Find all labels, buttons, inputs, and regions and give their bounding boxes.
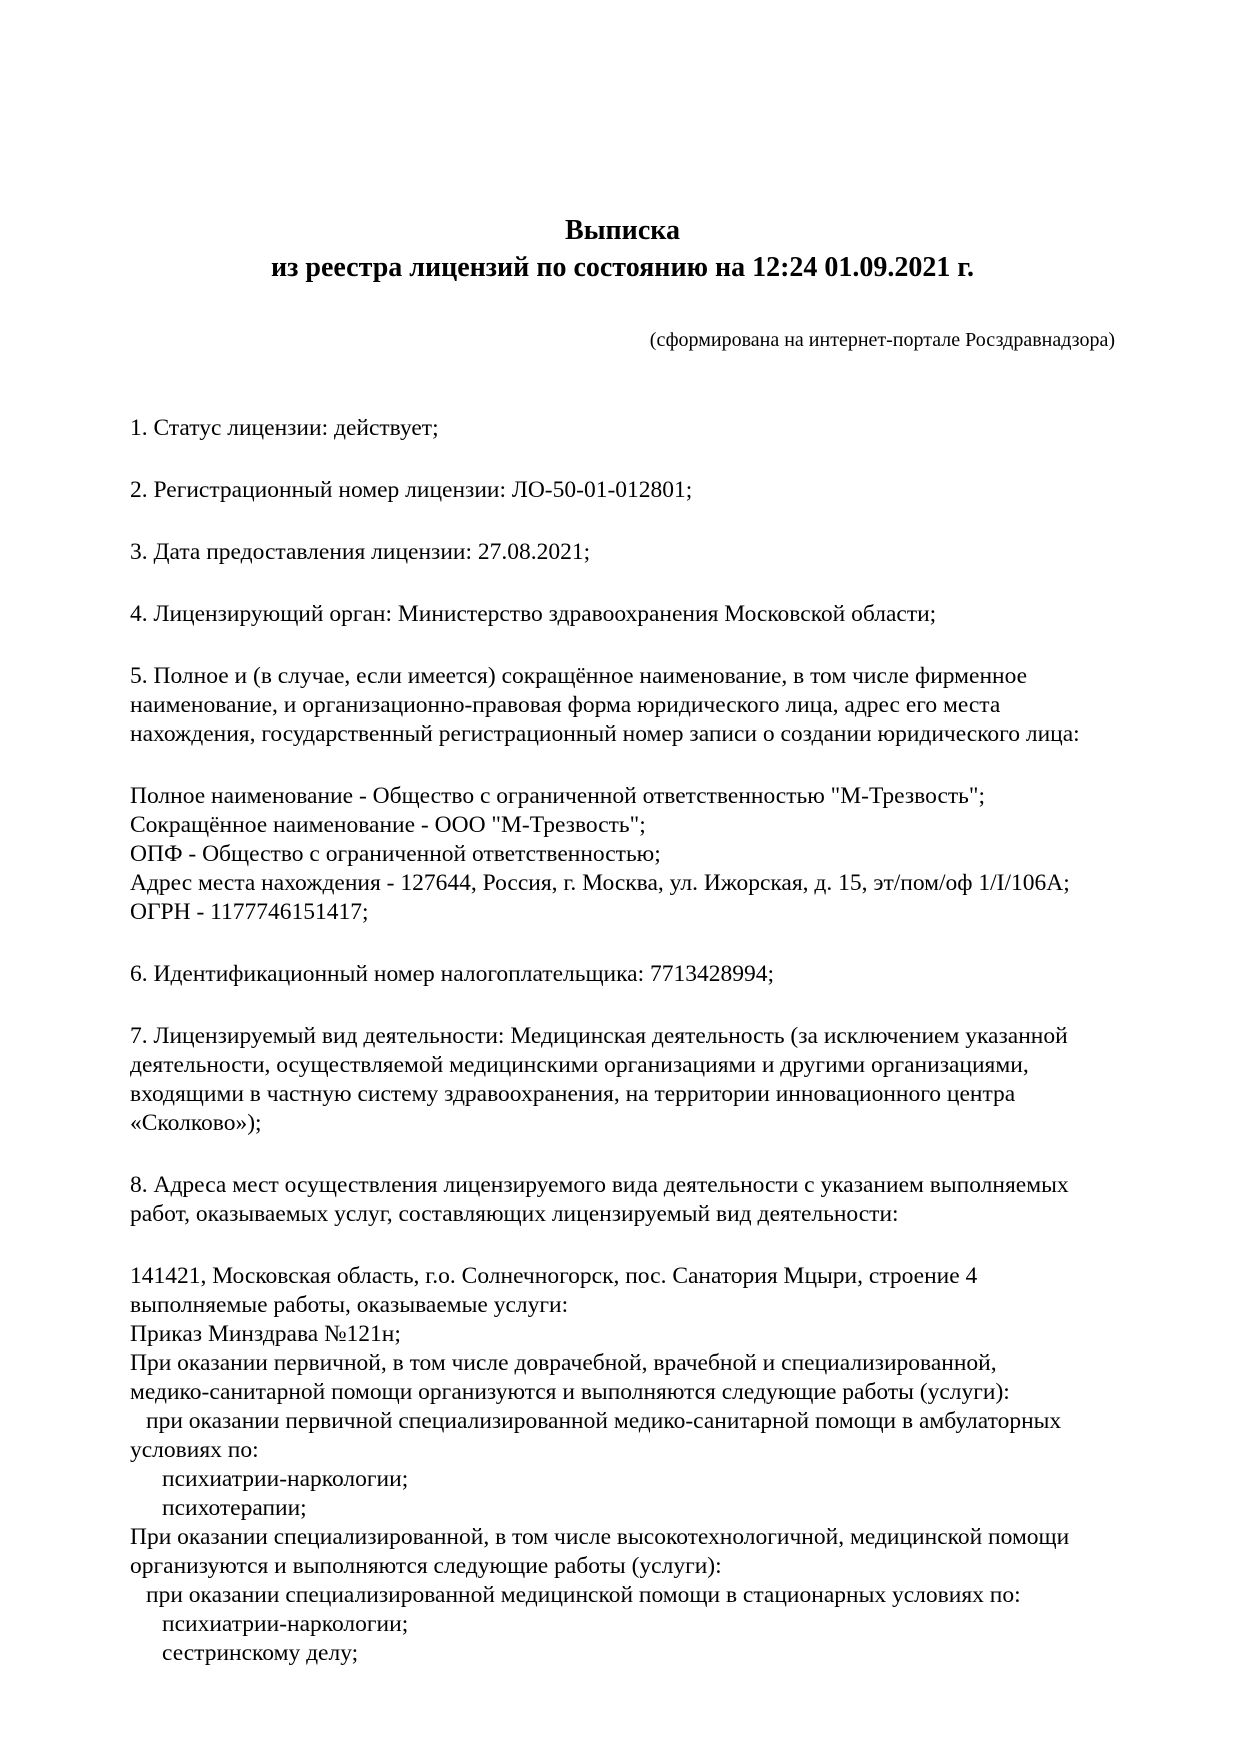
document-title-line2: из реестра лицензий по состоянию на 12:24 01.09.2021 г. [271,252,974,283]
document-line: «Сколково»); [130,1110,262,1136]
block-item-6-taxpayer-number [130,960,1140,989]
document-line: психиатрии-наркологии; [162,1611,409,1637]
document-body [130,414,1140,1668]
document-line: Приказ Минздрава №121н; [130,1321,401,1347]
document-line: Полное наименование - Общество с ограниченной ответственностью "М-Трезвость"; [130,783,985,809]
document-title-line1: Выписка [565,215,680,246]
document-source-note: (сформирована на интернет-портале Росздравнадзора) [649,329,1115,351]
document-line: 4. Лицензирующий орган: Министерство здравоохранения Московской области; [130,601,937,627]
document-line: работ, оказываемых услуг, составляющих лицензируемый вид деятельности: [130,1201,899,1227]
document-line: условиях по: [130,1437,259,1463]
document-line: при оказании специализированной медицинской помощи в стационарных условиях по: [146,1582,1021,1608]
document-line: выполняемые работы, оказываемые услуги: [130,1292,569,1318]
block-item-8-addresses-heading [130,1171,1140,1229]
document-line: 3. Дата предоставления лицензии: 27.08.2021; [130,539,591,565]
document-line: Сокращённое наименование - ООО "М-Трезвость"; [130,812,646,838]
document-line: медико-санитарной помощи организуются и выполняются следующие работы (услуги): [130,1379,1010,1405]
document-title [130,212,1115,286]
block-item-5-legal-entity-heading [130,662,1140,749]
block-item-1-status [130,414,1140,443]
document-line: 141421, Московская область, г.о. Солнечногорск, пос. Санатория Мцыри, строение 4 [130,1263,978,1289]
document-line: при оказании первичной специализированной медико-санитарной помощи в амбулаторных [146,1408,1062,1434]
document-line: наименование, и организационно-правовая форма юридического лица, адрес его места [130,692,1001,718]
document-line: деятельности, осуществляемой медицинскими организациями и другими организациями, [130,1052,1029,1078]
document-line: психотерапии; [162,1495,307,1521]
document-line: При оказании первичной, в том числе доврачебной, врачебной и специализированной, [130,1350,997,1376]
document-line: 1. Статус лицензии: действует; [130,415,439,441]
block-item-4-licensing-authority [130,600,1140,629]
block-item-7-licensed-activity [130,1022,1140,1138]
document-line: 2. Регистрационный номер лицензии: ЛО-50-01-012801; [130,477,693,503]
document-line: ОПФ - Общество с ограниченной ответственностью; [130,841,661,867]
block-item-2-registration-number [130,476,1140,505]
document-line: нахождения, государственный регистрационный номер записи о создании юридического лица: [130,721,1080,747]
document-line: ОГРН - 1177746151417; [130,899,369,925]
document-line: 7. Лицензируемый вид деятельности: Медицинская деятельность (за исключением указанной [130,1023,1068,1049]
document-line: 5. Полное и (в случае, если имеется) сокращённое наименование, в том числе фирменное [130,663,1028,689]
document-line: Адрес места нахождения - 127644, Россия, г. Москва, ул. Ижорская, д. 15, эт/пом/оф 1/I/106А; [130,870,1070,896]
document-line: организуются и выполняются следующие работы (услуги): [130,1553,722,1579]
document-line: При оказании специализированной, в том числе высокотехнологичной, медицинской помощи [130,1524,1070,1550]
document-line: 6. Идентификационный номер налогоплательщика: 7713428994; [130,961,775,987]
document-line: 8. Адреса мест осуществления лицензируемого вида деятельности с указанием выполняемых [130,1172,1069,1198]
block-item-3-grant-date [130,538,1140,567]
block-legal-entity-details [130,782,1140,927]
document-line: входящими в частную систему здравоохранения, на территории инновационного центра [130,1081,1016,1107]
document-line: сестринскому делу; [162,1640,359,1666]
document-line: психиатрии-наркологии; [162,1466,409,1492]
block-address-and-services [130,1262,1140,1668]
